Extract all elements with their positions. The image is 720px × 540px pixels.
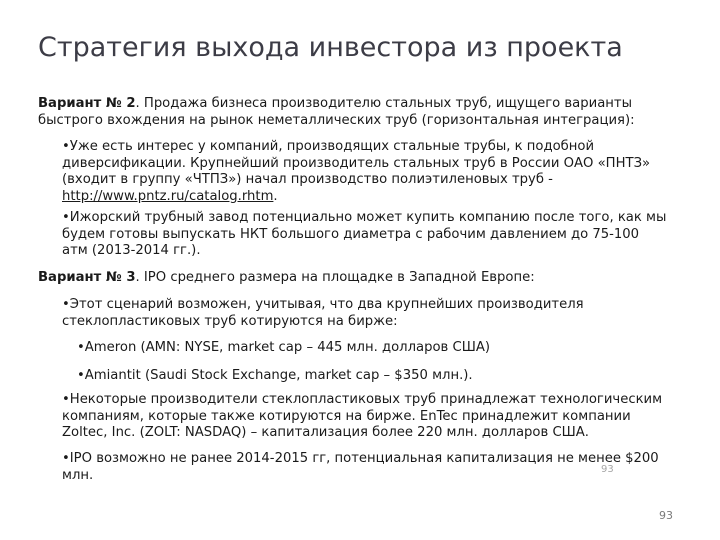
notes-number: 93	[601, 464, 614, 475]
bullet-line: атм (2013-2014 гг.).	[62, 243, 201, 258]
bullet-line: •IPO возможно не ранее 2014-2015 гг, потенциальная капитализация не менее $200	[62, 451, 659, 466]
bullet-line: млн.	[62, 467, 94, 483]
variant3-sub-bullet-ameron: •Ameron (AMN: NYSE, market cap – 445 млн. долларов США)	[77, 340, 490, 355]
variant3-line1: . IPO среднего размера на площадке в Западной Европе:	[135, 270, 535, 285]
variant2-paragraph	[38, 96, 635, 129]
variant2-line1: . Продажа бизнеса производителю стальных труб, ищущего варианты	[135, 96, 633, 111]
bullet-line: •Уже есть интерес у компаний, производящих стальные трубы, к подобной	[62, 139, 595, 154]
bullet-line: компаниям, которые также котируются на бирже. EnTec принадлежит компании	[62, 408, 631, 424]
variant2-line2: быстрого вхождения на рынок неметаллических труб (горизонтальная интеграция):	[38, 112, 635, 128]
bullet-line: стеклопластиковых труб котируются на бирже:	[62, 313, 398, 329]
bullet-line: будем готовы выпускать НКТ большого диаметра с рабочим давлением до 75-100	[62, 226, 640, 242]
variant2-label: Вариант № 2	[38, 96, 136, 111]
bullet-line: Zoltec, Inc. (ZOLT: NASDAQ) – капитализация более 220 млн. долларов США.	[62, 425, 589, 440]
variant2-bullet-2	[62, 210, 666, 260]
bullet-line: •Этот сценарий возможен, учитывая, что два крупнейших производителя	[62, 297, 584, 312]
bullet-line: (входит в группу «ЧТПЗ») начал производство полиэтиленовых труб -	[62, 172, 553, 187]
link-suffix: .	[273, 188, 278, 204]
variant3-paragraph	[38, 270, 535, 287]
page-number: 93	[659, 509, 673, 522]
bullet-line: диверсификации. Крупнейший производитель стальных труб в России ОАО «ПНТЗ»	[62, 155, 651, 171]
variant3-label: Вариант № 3	[38, 270, 136, 285]
variant3-bullet-3	[62, 451, 659, 484]
variant3-bullet-2	[62, 392, 662, 442]
slide-title: Стратегия выхода инвестора из проекта	[38, 32, 623, 63]
variant2-bullet-1	[62, 139, 650, 205]
pntz-catalog-link[interactable]: http://www.pntz.ru/catalog.rhtm	[62, 188, 274, 204]
bullet-line: •Некоторые производители стеклопластиковых труб принадлежат технологическим	[62, 392, 663, 407]
variant3-bullet-1	[62, 297, 584, 330]
bullet-line: •Ижорский трубный завод потенциально может купить компанию после того, как мы	[62, 210, 667, 225]
variant3-sub-bullet-amiantit: •Amiantit (Saudi Stock Exchange, market cap – $350 млн.).	[77, 368, 473, 383]
